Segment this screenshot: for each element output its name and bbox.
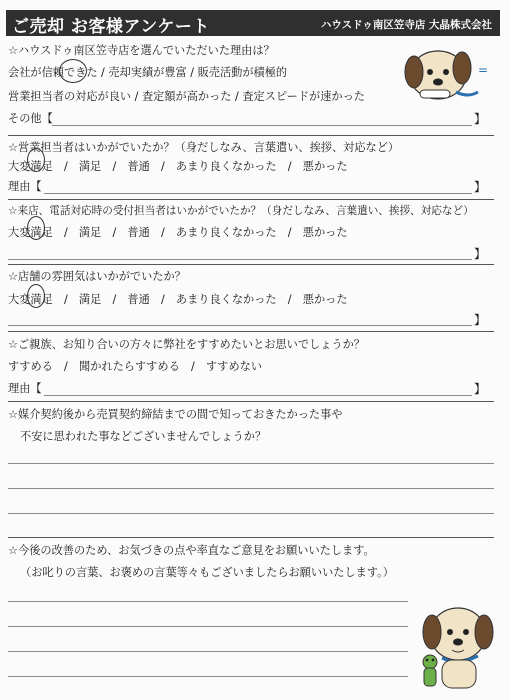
q1-options-line2[interactable]: 営業担当者の対応が良い / 査定額が高かった / 査定スピードが速かった xyxy=(8,90,365,103)
q7-answer-line-4[interactable] xyxy=(8,676,408,677)
dog-mascot-icon xyxy=(412,596,502,696)
q3-reason-line[interactable] xyxy=(8,259,472,260)
answer-circle-mark xyxy=(27,284,45,308)
q2-reason-line[interactable] xyxy=(44,193,472,194)
q5-reason-label: 理由【 xyxy=(8,382,42,395)
q7-question: ☆今後の改善のため、お気づきの点や率直なご意見をお願いいたします。 xyxy=(8,544,375,557)
section-divider xyxy=(8,264,494,265)
answer-circle-mark xyxy=(59,59,87,83)
q1-other-close: 】 xyxy=(474,112,487,126)
q4-question: ☆店舗の雰囲気はいかがでいたか？ xyxy=(8,270,186,283)
q2-options[interactable]: 大変満足 / 満足 / 普通 / あまり良くなかった / 悪かった xyxy=(8,160,348,173)
header-bar xyxy=(6,10,500,36)
company-name: ハウスドゥ南区笠寺店 大晶株式会社 xyxy=(320,19,492,31)
q6-answer-line-2[interactable] xyxy=(8,488,494,489)
q3-question: ☆来店、電話対応時の受付担当者はいかがでいたか？（身だしなみ、言葉遣い、挨拶、対応など） xyxy=(8,205,474,217)
q4-reason-line[interactable] xyxy=(8,325,472,326)
q3-reason-close: 】 xyxy=(474,247,487,261)
q6-question: ☆媒介契約後から売買契約締結までの間で知っておきたかった事や xyxy=(8,408,343,421)
q5-reason-line[interactable] xyxy=(44,395,472,396)
q3-options[interactable]: 大変満足 / 満足 / 普通 / あまり良くなかった / 悪かった xyxy=(8,226,348,239)
q5-options[interactable]: すすめる / 聞かれたらすすめる / すすめない xyxy=(8,360,263,373)
section-divider xyxy=(8,401,494,402)
section-divider xyxy=(8,135,494,136)
q7-question-line2: （お叱りの言葉、お褒めの言葉等々もございましたらお願いいたします。） xyxy=(20,566,394,579)
q7-answer-line-2[interactable] xyxy=(8,626,408,627)
q4-options[interactable]: 大変満足 / 満足 / 普通 / あまり良くなかった / 悪かった xyxy=(8,293,348,306)
q2-reason-close: 】 xyxy=(474,180,487,194)
answer-circle-mark xyxy=(27,148,45,172)
q7-answer-line-3[interactable] xyxy=(8,651,408,652)
q6-answer-line-1[interactable] xyxy=(8,463,494,464)
q7-answer-line-1[interactable] xyxy=(8,601,408,602)
q1-other-line[interactable] xyxy=(52,125,472,126)
q5-question: ☆ご親族、お知り合いの方々に弊社をすすめたいとお思いでしょうか？ xyxy=(8,338,365,351)
q6-answer-line-3[interactable] xyxy=(8,513,494,514)
section-divider xyxy=(8,199,494,200)
q6-question-line2: 不安に思われた事などございませんでしょうか？ xyxy=(20,430,267,443)
q2-reason-label: 理由【 xyxy=(8,180,42,193)
q2-question: ☆営業担当者はいかがでいたか？（身だしなみ、言葉遣い、挨拶、対応など） xyxy=(8,141,400,154)
q1-options-line1[interactable]: 会社が信頼できた / 売却実績が豊富 / 販売活動が積極的 xyxy=(8,66,288,79)
dog-mascot-icon xyxy=(398,40,498,110)
svg-text:=: = xyxy=(478,63,489,77)
q1-question: ☆ハウスドゥ南区笠寺店を選んでいただいた理由は？ xyxy=(8,44,275,57)
survey-title: ご売却 お客様アンケート xyxy=(12,17,210,37)
section-divider xyxy=(8,537,494,538)
section-divider xyxy=(8,331,494,332)
q4-reason-close: 】 xyxy=(474,313,487,327)
q1-other-label: その他【 xyxy=(8,112,53,125)
q5-reason-close: 】 xyxy=(474,382,487,396)
answer-circle-mark xyxy=(27,216,45,240)
